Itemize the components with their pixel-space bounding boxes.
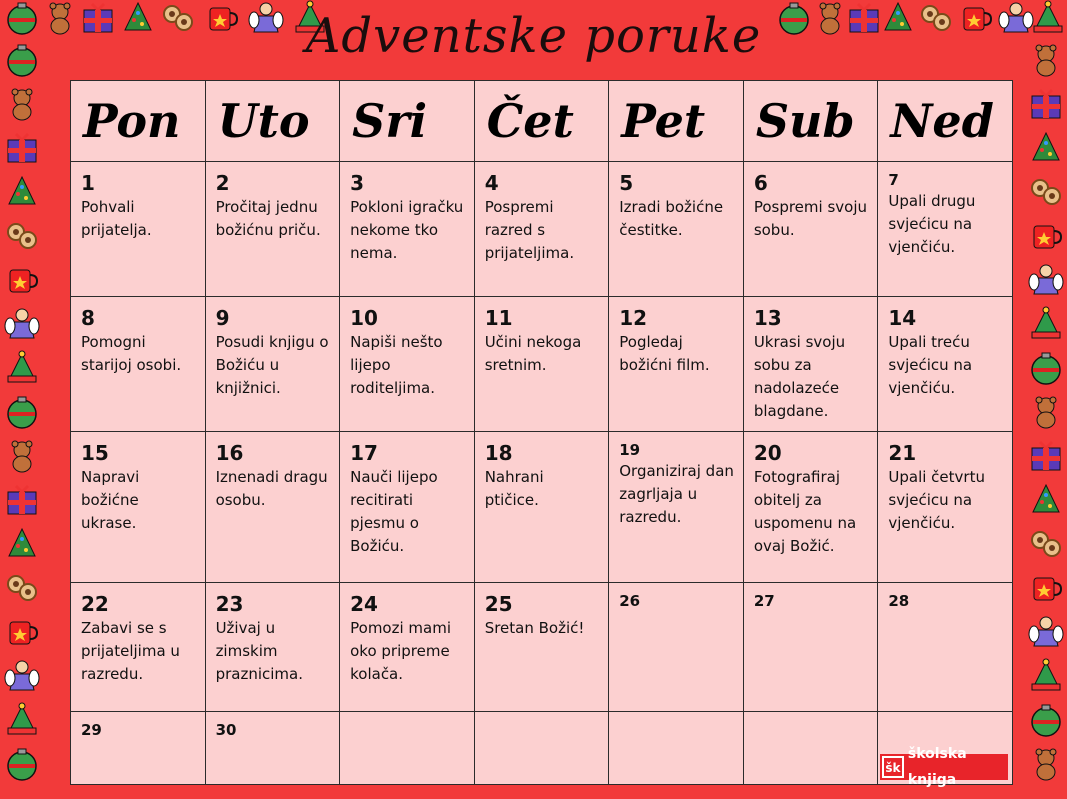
day-cell [71,583,206,712]
day-content [340,432,474,562]
publisher-logo-mark: šk [882,756,904,778]
cookies-icon [4,218,40,254]
publisher-logo [880,746,1008,788]
day-cell [878,297,1013,432]
day-content [744,162,878,246]
day-content [878,162,1012,263]
day-cell [609,712,744,785]
elf-hat-icon [1028,306,1064,342]
day-cell [474,297,609,432]
day-cell [609,583,744,712]
day-cell [743,297,878,432]
mug-icon [4,614,40,650]
day-message: Sretan Božić! [484,619,585,637]
cookies-icon [1028,526,1064,562]
weekday-header-row [71,81,1013,162]
teddy-bear-icon [1028,746,1064,782]
publisher-name: školska knjiga [907,746,967,788]
day-cell [878,583,1013,712]
day-message: Učini nekoga sretnim. [484,333,582,374]
weekday-header: Sub [743,81,878,162]
day-cell [340,432,475,583]
day-content [71,432,205,539]
day-cell [205,712,340,785]
day-cell [71,712,206,785]
day-cell [474,162,609,297]
angel-icon [4,658,40,694]
day-cell [878,162,1013,297]
day-content [609,432,743,533]
day-cell [71,297,206,432]
ornament-icon [4,746,40,782]
day-content [744,432,878,562]
day-message: Izradi božićne čestitke. [619,198,724,239]
mug-icon [4,262,40,298]
day-cell [205,297,340,432]
day-content [609,583,743,615]
page-title: Adventske poruke [305,8,762,64]
weekday-header: Uto [205,81,340,162]
day-number: 21 [888,441,917,465]
day-number: 16 [215,441,244,465]
day-cell [205,583,340,712]
day-cell [743,162,878,297]
day-content [878,712,1012,724]
teddy-bear-icon [4,86,40,122]
day-number: 4 [484,171,499,195]
ornament-icon [1028,702,1064,738]
calendar-week-row [71,297,1013,432]
day-message: Uživaj u zimskim praznicima. [215,619,303,683]
day-number: 12 [619,306,648,330]
teddy-bear-icon [4,438,40,474]
day-message: Pomogni starijoj osobi. [81,333,182,374]
gift-icon [1028,86,1064,122]
day-message: Pohvali prijatelja. [81,198,152,239]
day-cell [340,583,475,712]
day-content [340,162,474,269]
angel-icon [1028,614,1064,650]
day-content [609,297,743,381]
day-cell [609,432,744,583]
elf-hat-icon [1028,658,1064,694]
day-number: 3 [350,171,365,195]
day-message: Organiziraj dan zagrljaja u razredu. [619,462,734,526]
weekday-header: Pet [609,81,744,162]
day-cell [205,432,340,583]
day-message: Iznenadi dragu osobu. [215,468,328,509]
day-content [878,297,1012,404]
day-message: Posudi knjigu o Božiću u knjižnici. [215,333,329,397]
day-cell [71,432,206,583]
day-content [609,712,743,724]
day-number: 19 [619,441,641,459]
day-number: 29 [81,721,102,739]
weekday-header: Sri [340,81,475,162]
angel-icon [4,306,40,342]
day-number: 5 [619,171,634,195]
day-message: Zabavi se s prijateljima u razredu. [81,619,180,683]
day-cell [609,297,744,432]
weekday-header: Ned [878,81,1013,162]
gift-icon [1028,438,1064,474]
calendar-week-row [71,432,1013,583]
day-content [475,162,609,269]
day-message: Fotografiraj obitelj za uspomenu na ovaj Božić. [753,468,857,555]
gift-icon [4,482,40,518]
day-number: 20 [753,441,782,465]
day-content [609,162,743,246]
weekday-header: Čet [474,81,609,162]
day-cell [743,583,878,712]
day-cell [340,162,475,297]
day-cell [474,432,609,583]
day-content [206,432,340,516]
day-number: 15 [81,441,109,465]
day-content [475,583,609,644]
day-content [206,712,340,744]
day-number: 23 [215,592,244,616]
day-message: Nauči lijepo recitirati pjesmu o Božiću. [350,468,438,555]
gift-icon [4,130,40,166]
day-message: Nahrani ptičice. [484,468,544,509]
day-cell [743,432,878,583]
day-number: 17 [350,441,378,465]
day-number: 22 [81,592,109,616]
weekday-header: Pon [71,81,206,162]
elf-hat-icon [4,702,40,738]
day-message: Pogledaj božićni film. [619,333,710,374]
calendar-week-row [71,162,1013,297]
day-content [206,583,340,690]
day-message: Napravi božićne ukrase. [81,468,140,532]
elf-hat-icon [4,350,40,386]
mug-icon [1028,570,1064,606]
day-message: Upali četvrtu svjećicu na vjenčiću. [888,468,985,532]
day-cell [609,162,744,297]
christmas-tree-icon [1028,130,1064,166]
day-number: 28 [888,592,910,610]
day-number: 18 [484,441,513,465]
day-number: 7 [888,171,899,189]
day-number: 10 [350,306,378,330]
day-message: Upali drugu svjećicu na vjenčiću. [888,192,976,256]
ornament-icon [1028,350,1064,386]
day-message: Ukrasi svoju sobu za nadolazeće blagdane. [753,333,846,420]
day-number: 26 [619,592,641,610]
day-cell [474,712,609,785]
day-cell [205,162,340,297]
day-number: 2 [215,171,230,195]
day-content [71,162,205,246]
day-number: 24 [350,592,378,616]
day-content [340,712,474,724]
day-content [475,297,609,381]
advent-calendar [70,80,1013,788]
teddy-bear-icon [1028,394,1064,430]
day-content [878,432,1012,539]
day-content [340,297,474,404]
ornament-icon [4,394,40,430]
day-content [340,583,474,690]
day-number: 25 [484,592,513,616]
cookies-icon [4,570,40,606]
day-message: Upali treću svjećicu na vjenčiću. [888,333,973,397]
day-number: 14 [888,306,917,330]
day-message: Pročitaj jednu božićnu priču. [215,198,321,239]
day-cell [878,712,1013,788]
day-message: Pomozi mami oko pripreme kolača. [350,619,451,683]
day-cell [340,712,475,785]
christmas-tree-icon [1028,482,1064,518]
day-cell [340,297,475,432]
christmas-tree-icon [4,526,40,562]
christmas-tree-icon [4,174,40,210]
mug-icon [1028,218,1064,254]
day-cell [743,712,878,785]
day-number: 1 [81,171,95,195]
day-content [206,162,340,246]
day-content [475,712,609,724]
day-content [744,583,878,615]
day-content [744,297,878,427]
day-number: 27 [753,592,775,610]
day-number: 9 [215,306,230,330]
angel-icon [1028,262,1064,298]
day-message: Pospremi svoju sobu. [753,198,867,239]
calendar-week-row [71,583,1013,712]
day-message: Pospremi razred s prijateljima. [484,198,575,262]
day-cell [878,432,1013,583]
day-number: 8 [81,306,95,330]
day-content [71,583,205,690]
day-number: 11 [484,306,513,330]
cookies-icon [1028,174,1064,210]
day-content [878,583,1012,615]
day-content [71,712,205,744]
day-number: 30 [215,721,237,739]
calendar-week-row [71,712,1013,785]
day-cell [474,583,609,712]
day-number: 6 [753,171,768,195]
day-number: 13 [753,306,782,330]
day-cell [71,162,206,297]
day-content [475,432,609,516]
day-message: Napiši nešto lijepo roditeljima. [350,333,443,397]
day-content [744,712,878,724]
day-content [206,297,340,404]
day-content [71,297,205,381]
day-message: Pokloni igračku nekome tko nema. [350,198,464,262]
